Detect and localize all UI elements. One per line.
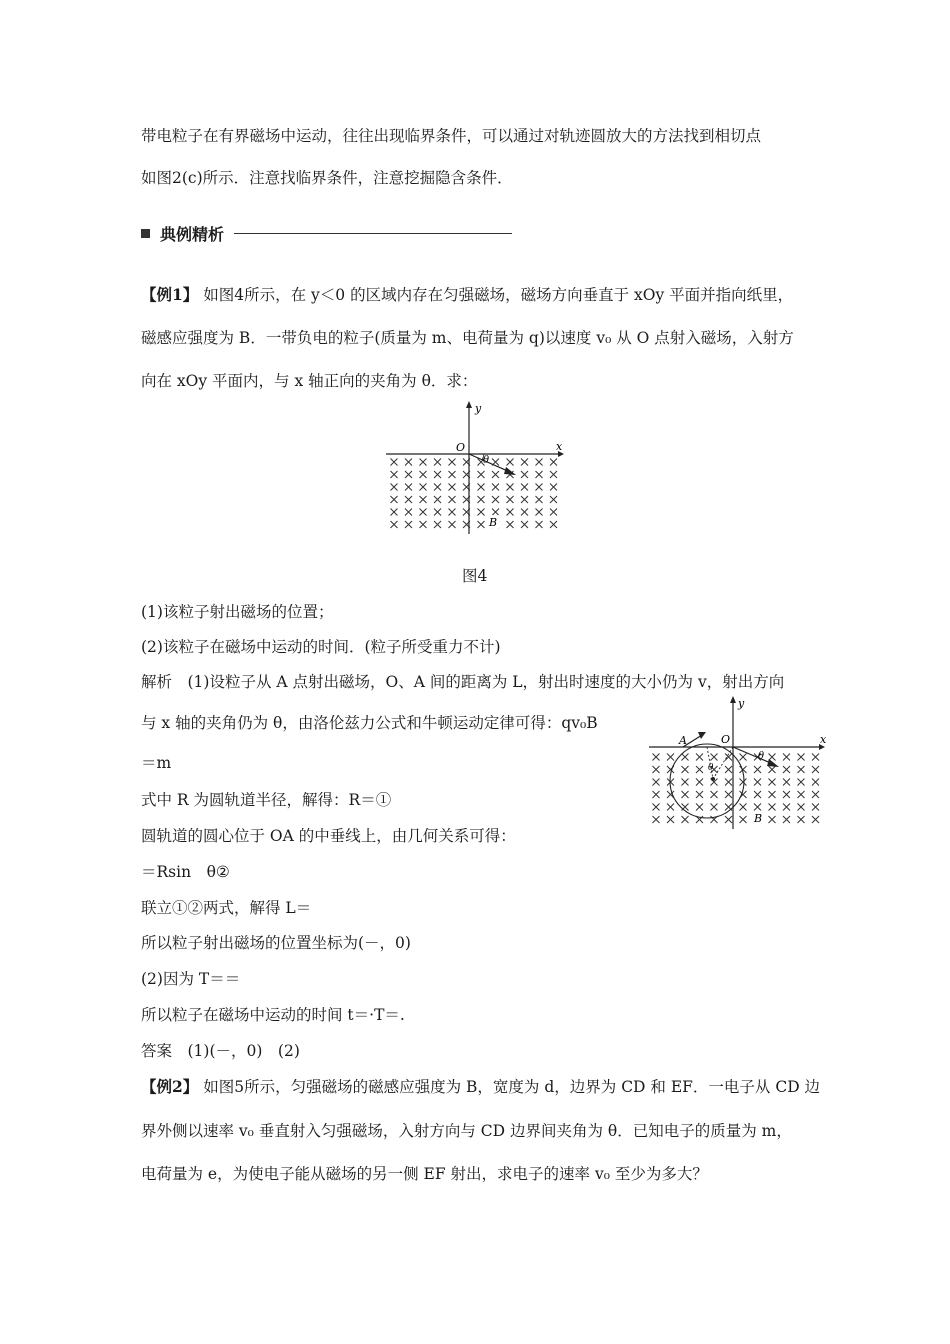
example1-line-3: 向在 xOy 平面内，与 x 轴正向的夹角为 θ．求： <box>141 372 478 390</box>
field-cross-icon <box>449 459 456 466</box>
field-cross-icon <box>420 459 427 466</box>
question-1: (1)该粒子射出磁场的位置； <box>141 603 334 621</box>
example1-tag: 【例1】 <box>141 285 199 304</box>
figure-4 <box>380 398 580 538</box>
solution-line-6: ＝Rsin θ② <box>141 863 230 881</box>
field-cross-icon <box>696 766 703 773</box>
example1-line-2: 磁感应强度为 B．一带负电的粒子(质量为 m、电荷量为 q)以速度 v₀ 从 O 点射入磁场，入射方 <box>141 329 794 347</box>
field-cross-icon <box>550 496 557 503</box>
field-cross-icon <box>725 791 732 798</box>
field-cross-icon <box>420 496 427 503</box>
field-cross-icon <box>769 804 776 811</box>
field-cross-icon <box>478 509 485 516</box>
field-cross-icon <box>798 804 805 811</box>
field-cross-icon <box>478 471 485 478</box>
field-cross-icon <box>478 521 485 528</box>
field-cross-icon <box>653 779 660 786</box>
field-cross-icon <box>783 816 790 823</box>
velocity-arrow-icon <box>504 467 516 475</box>
solution-angle-label: θ <box>758 751 765 762</box>
field-cross-icon <box>667 754 674 761</box>
field-cross-icon <box>449 521 456 528</box>
field-cross-icon <box>420 521 427 528</box>
figure-4-caption: 图4 <box>462 567 488 585</box>
example2-line-1 <box>141 1077 820 1097</box>
field-cross-icon <box>405 496 412 503</box>
field-cross-icon <box>812 804 819 811</box>
field-cross-icon <box>507 459 514 466</box>
field-cross-icon <box>449 471 456 478</box>
field-cross-icon <box>783 791 790 798</box>
y-label: y <box>475 402 482 415</box>
field-cross-icon <box>550 521 557 528</box>
field-cross-icon <box>536 521 543 528</box>
solution-line-2: 与 x 轴的夹角仍为 θ，由洛伦兹力公式和牛顿运动定律可得：qv₀B <box>141 714 598 732</box>
field-cross-icon <box>536 484 543 491</box>
y-axis-arrow-icon <box>466 401 472 408</box>
field-cross-icon <box>391 471 398 478</box>
solution-field-label: B <box>754 812 763 825</box>
magnetic-field-crosses <box>391 459 558 529</box>
field-cross-icon <box>492 509 499 516</box>
field-cross-icon <box>653 754 660 761</box>
field-cross-icon <box>405 471 412 478</box>
field-cross-icon <box>653 791 660 798</box>
field-cross-icon <box>769 779 776 786</box>
point-a-label: A <box>679 734 687 747</box>
solution-line-5: 圆轨道的圆心位于 OA 的中垂线上，由几何关系可得： <box>141 827 516 845</box>
intro-line-2: 如图2(c)所示．注意找临界条件，注意挖掘隐含条件． <box>141 169 513 187</box>
field-cross-icon <box>740 804 747 811</box>
solution-line-4: 式中 R 为圆轨道半径，解得：R＝① <box>141 791 392 809</box>
field-cross-icon <box>740 754 747 761</box>
field-cross-icon <box>405 509 412 516</box>
center-angle-label: θ <box>708 763 714 773</box>
field-cross-icon <box>420 509 427 516</box>
field-cross-icon <box>434 496 441 503</box>
field-cross-icon <box>711 791 718 798</box>
field-cross-icon <box>536 471 543 478</box>
field-cross-icon <box>550 484 557 491</box>
field-cross-icon <box>521 521 528 528</box>
field-cross-icon <box>682 754 689 761</box>
field-cross-icon <box>391 509 398 516</box>
field-cross-icon <box>725 779 732 786</box>
field-cross-icon <box>536 459 543 466</box>
field-cross-icon <box>754 804 761 811</box>
example1-line-1 <box>141 285 793 305</box>
field-cross-icon <box>740 816 747 823</box>
field-cross-icon <box>507 484 514 491</box>
field-cross-icon <box>653 816 660 823</box>
solution-line-8: 所以粒子射出磁场的位置坐标为(－，0) <box>141 934 411 952</box>
field-cross-icon <box>682 816 689 823</box>
field-cross-icon <box>550 509 557 516</box>
solution-line-9: (2)因为 T＝＝ <box>141 970 241 988</box>
field-cross-icon <box>449 509 456 516</box>
solution-origin-label: O <box>721 733 731 746</box>
field-cross-icon <box>769 791 776 798</box>
field-cross-icon <box>682 791 689 798</box>
velocity-vector <box>469 454 510 472</box>
field-cross-icon <box>696 779 703 786</box>
field-cross-icon <box>696 791 703 798</box>
field-cross-icon <box>434 509 441 516</box>
solution-y-axis-arrow-icon <box>730 696 736 703</box>
bullet-square-icon <box>141 229 150 238</box>
origin-label: O <box>456 441 466 454</box>
circle-center <box>711 777 715 781</box>
question-2: (2)该粒子在磁场中运动的时间．(粒子所受重力不计) <box>141 638 501 656</box>
field-cross-icon <box>521 484 528 491</box>
solution-line-3: ＝m <box>141 754 172 772</box>
figure-solution <box>645 695 835 835</box>
field-cross-icon <box>783 804 790 811</box>
field-cross-icon <box>521 509 528 516</box>
field-cross-icon <box>711 754 718 761</box>
field-cross-icon <box>682 766 689 773</box>
field-cross-icon <box>798 816 805 823</box>
field-cross-icon <box>798 754 805 761</box>
example1-text-1: 如图4所示，在 y＜0 的区域内存在匀强磁场，磁场方向垂直于 xOy 平面并指向纸里， <box>203 286 794 304</box>
field-cross-icon <box>725 766 732 773</box>
field-cross-icon <box>667 804 674 811</box>
section-heading <box>141 222 512 245</box>
field-cross-icon <box>550 471 557 478</box>
answer-line: 答案 (1)(－，0) (2) <box>141 1042 300 1060</box>
field-cross-icon <box>492 471 499 478</box>
field-cross-icon <box>478 484 485 491</box>
field-cross-icon <box>696 754 703 761</box>
field-cross-icon <box>812 766 819 773</box>
field-cross-icon <box>420 471 427 478</box>
x-label: x <box>556 440 563 453</box>
field-cross-icon <box>391 496 398 503</box>
radius-line <box>713 747 733 779</box>
field-cross-icon <box>492 484 499 491</box>
field-cross-icon <box>667 816 674 823</box>
field-cross-icon <box>536 509 543 516</box>
field-cross-icon <box>798 779 805 786</box>
field-cross-icon <box>507 509 514 516</box>
field-cross-icon <box>550 459 557 466</box>
field-cross-icon <box>521 471 528 478</box>
field-cross-icon <box>812 779 819 786</box>
field-cross-icon <box>434 471 441 478</box>
field-cross-icon <box>798 791 805 798</box>
field-cross-icon <box>391 459 398 466</box>
field-label: B <box>489 516 498 529</box>
section-title: 典例精析 <box>160 225 225 244</box>
field-cross-icon <box>507 496 514 503</box>
field-cross-icon <box>754 766 761 773</box>
field-cross-icon <box>521 496 528 503</box>
field-cross-icon <box>536 496 543 503</box>
field-cross-icon <box>434 521 441 528</box>
field-cross-icon <box>434 459 441 466</box>
field-cross-icon <box>478 496 485 503</box>
field-cross-icon <box>812 791 819 798</box>
solution-x-label: x <box>820 733 827 746</box>
example2-line-3: 电荷量为 e，为使电子能从磁场的另一侧 EF 射出，求电子的速率 v₀ 至少为多大？ <box>141 1165 708 1183</box>
field-cross-icon <box>812 816 819 823</box>
field-cross-icon <box>653 804 660 811</box>
field-cross-icon <box>405 484 412 491</box>
field-cross-icon <box>798 766 805 773</box>
field-cross-icon <box>492 496 499 503</box>
field-cross-icon <box>507 521 514 528</box>
field-cross-icon <box>740 779 747 786</box>
field-cross-icon <box>769 816 776 823</box>
section-divider <box>234 233 512 234</box>
solution-line-1: 解析 (1)设粒子从 A 点射出磁场，O、A 间的距离为 L，射出时速度的大小仍为 v，射出方向 <box>141 673 785 691</box>
solution-line-10: 所以粒子在磁场中运动的时间 t＝·T＝. <box>141 1006 405 1024</box>
intro-line-1: 带电粒子在有界磁场中运动，往往出现临界条件，可以通过对轨迹圆放大的方法找到相切点 <box>141 127 762 145</box>
field-cross-icon <box>682 779 689 786</box>
solution-field-crosses <box>653 754 820 824</box>
field-cross-icon <box>449 496 456 503</box>
field-cross-icon <box>391 521 398 528</box>
field-cross-icon <box>405 521 412 528</box>
field-cross-icon <box>783 766 790 773</box>
exit-arrow-icon <box>698 732 706 739</box>
field-cross-icon <box>449 484 456 491</box>
field-cross-icon <box>783 779 790 786</box>
field-cross-icon <box>783 754 790 761</box>
example2-text-1: 如图5所示，匀强磁场的磁感应强度为 B，宽度为 d，边界为 CD 和 EF．一电子从 CD 边 <box>203 1078 821 1096</box>
field-cross-icon <box>769 766 776 773</box>
field-cross-icon <box>812 754 819 761</box>
field-cross-icon <box>521 459 528 466</box>
field-cross-icon <box>696 804 703 811</box>
solution-y-label: y <box>738 697 745 710</box>
solution-line-7: 联立①②两式，解得 L＝ <box>141 899 312 917</box>
example2-line-2: 界外侧以速率 v₀ 垂直射入匀强磁场，入射方向与 CD 边界间夹角为 θ．已知电子的质量为 m， <box>141 1122 792 1140</box>
field-cross-icon <box>405 459 412 466</box>
field-cross-icon <box>420 484 427 491</box>
field-cross-icon <box>434 484 441 491</box>
field-cross-icon <box>391 484 398 491</box>
field-cross-icon <box>711 804 718 811</box>
field-cross-icon <box>754 779 761 786</box>
angle-label: θ <box>483 455 490 466</box>
field-cross-icon <box>754 791 761 798</box>
field-cross-icon <box>725 816 732 823</box>
example2-tag: 【例2】 <box>141 1077 199 1096</box>
entry-arrow-icon <box>767 759 779 767</box>
field-cross-icon <box>653 766 660 773</box>
